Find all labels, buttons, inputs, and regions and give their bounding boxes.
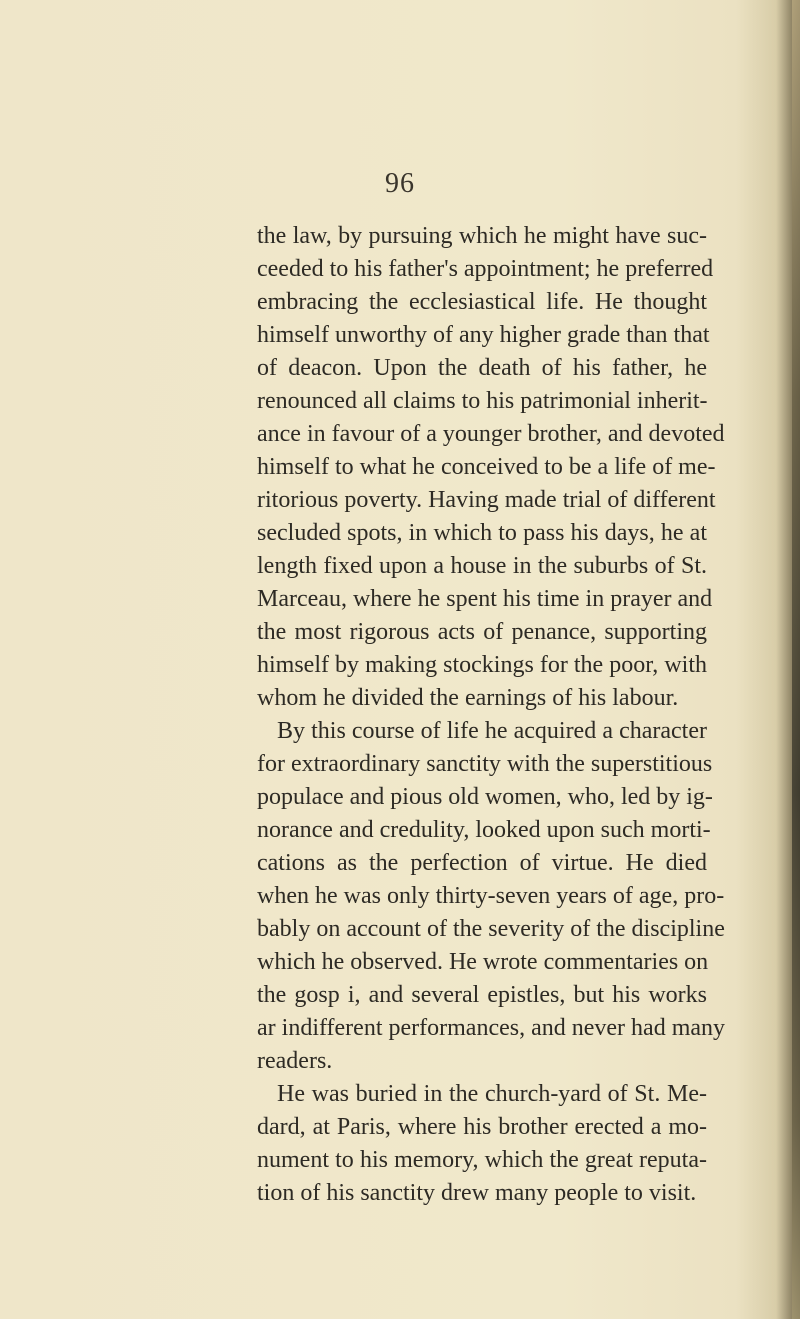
- body-text: [257, 220, 726, 1210]
- text-line: when he was only thirty-seven years of age, pro-: [257, 883, 725, 909]
- text-line: cations as the perfection of virtue. He died: [257, 850, 707, 876]
- text-line: embracing the ecclesiastical life. He thought: [257, 289, 707, 315]
- text-line: himself unworthy of any higher grade than that: [257, 322, 710, 348]
- text-line: length fixed upon a house in the suburbs of St.: [257, 553, 707, 579]
- text-line: tion of his sanctity drew many people to visit.: [257, 1180, 697, 1206]
- text-line: of deacon. Upon the death of his father, he: [257, 355, 707, 381]
- text-line: for extraordinary sanctity with the superstitious: [257, 751, 713, 777]
- text-line: He was buried in the church-yard of St. Me-: [277, 1081, 707, 1107]
- page-number: 96: [385, 168, 415, 199]
- text-line: ance in favour of a younger brother, and devoted: [257, 421, 725, 447]
- text-line: the law, by pursuing which he might have suc-: [257, 223, 707, 249]
- text-line: himself by making stockings for the poor, with: [257, 652, 707, 678]
- page-edge-shadow: [792, 0, 800, 1319]
- text-line: bably on account of the severity of the discipline: [257, 916, 725, 942]
- text-line: norance and credulity, looked upon such morti-: [257, 817, 711, 843]
- text-line: ceeded to his father's appointment; he preferred: [257, 256, 714, 282]
- text-line: ritorious poverty. Having made trial of different: [257, 487, 716, 513]
- text-line: whom he divided the earnings of his labour.: [257, 685, 679, 711]
- text-line: ar indifferent performances, and never had many: [257, 1015, 726, 1041]
- text-line: By this course of life he acquired a character: [277, 718, 707, 744]
- text-line: secluded spots, in which to pass his days, he at: [257, 520, 707, 546]
- text-line: renounced all claims to his patrimonial inherit-: [257, 388, 708, 414]
- text-line: nument to his memory, which the great reputa-: [257, 1147, 707, 1173]
- text-line: Marceau, where he spent his time in prayer and: [257, 586, 713, 612]
- text-line: the gosp i, and several epistles, but his works: [257, 982, 707, 1008]
- text-line: dard, at Paris, where his brother erected a mo-: [257, 1114, 707, 1140]
- text-line: the most rigorous acts of penance, supporting: [257, 619, 707, 645]
- text-line: populace and pious old women, who, led by ig-: [257, 784, 713, 810]
- text-line: which he observed. He wrote commentaries on: [257, 949, 709, 975]
- text-line: himself to what he conceived to be a life of me-: [257, 454, 716, 480]
- text-line: readers.: [257, 1048, 333, 1074]
